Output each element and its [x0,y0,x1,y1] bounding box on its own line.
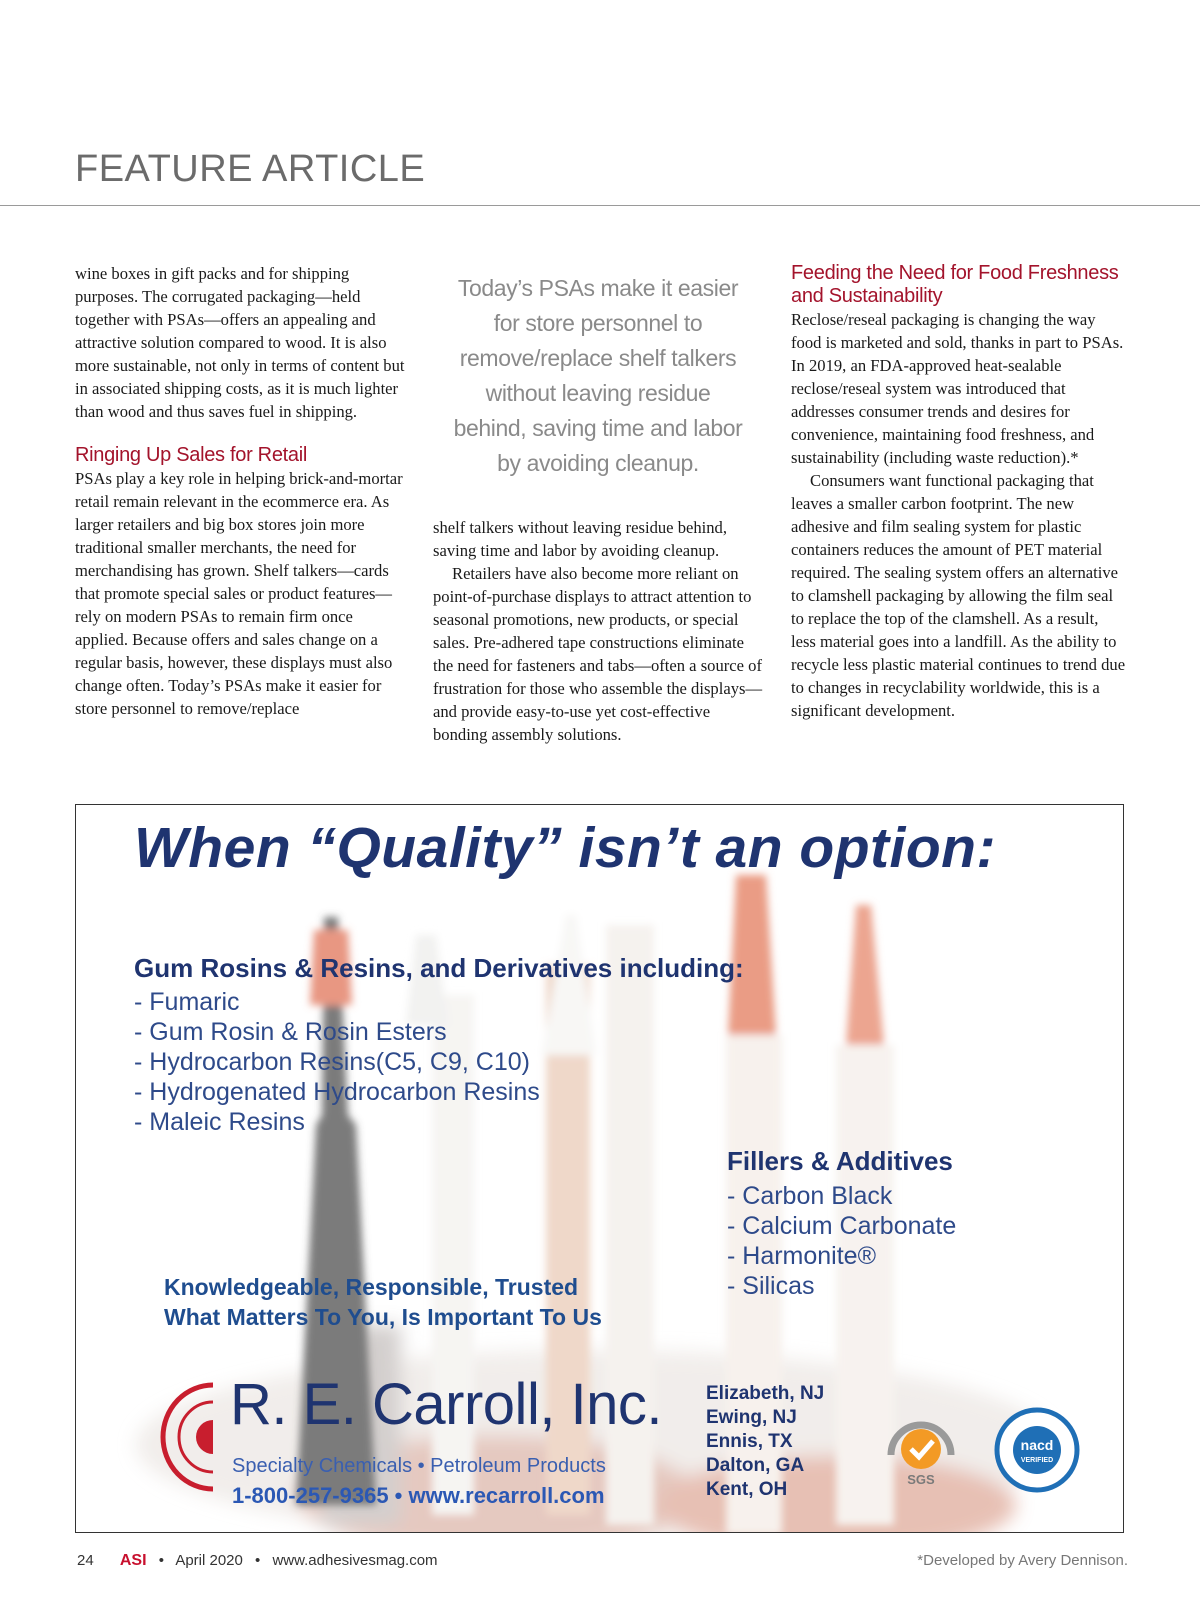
footer-separator-dot: • [255,1552,261,1569]
column-2 [433,516,768,746]
section-header: FEATURE ARTICLE [75,148,426,190]
nacd-label: nacd [1020,1437,1054,1453]
fillers-list [727,1181,956,1301]
col2-paragraph-2: Retailers have also become more reliant on point-of-purchase displays to attract attention to seasonal promotions, new products, or special sales. Pre-adhered tape constructions eliminate the need for fasteners and tabs—often a source of frustration for those who assemble the displays—and provide easy-to-use yet cost-effective bonding assembly solutions. [433,564,763,744]
header-divider [0,205,1200,206]
gum-rosins-list [134,987,540,1137]
list-item: - Silicas [727,1272,815,1300]
footnote: *Developed by Avery Dennison. [917,1552,1128,1569]
col2-paragraph-1: shelf talkers without leaving residue behind, saving time and labor by avoiding cleanup. [433,518,728,560]
page-footer [77,1552,438,1570]
list-item: - Carbon Black [727,1182,893,1210]
footer-brand: ASI [119,1552,147,1569]
tagline-line-1: Knowledgeable, Responsible, Trusted [164,1274,579,1300]
location-item: Elizabeth, NJ [706,1383,825,1404]
col1-paragraph-2: PSAs play a key role in helping brick-and-mortar retail remain relevant in the ecommerce era. As larger retailers and big box stores join more traditional smaller merchants, the need for merchandising has grown. Shelf talkers—cards that promote special sales or product features—rely on modern PSAs to remain firm once applied. Because offers and sales change on a regular basis, however, these displays must also change often. Today’s PSAs make it easier for store personnel to remove/replace [75,469,403,718]
company-contact-link[interactable]: 1-800-257-9365 • www.recarroll.com [232,1483,605,1508]
list-item: - Hydrogenated Hydrocarbon Resins [134,1078,540,1106]
page-number: 24 [77,1552,94,1569]
list-item: - Hydrocarbon Resins(C5, C9, C10) [134,1048,530,1076]
nacd-verified-badge-icon [994,1407,1080,1493]
ad-headline: When “Quality” isn’t an option: [134,816,996,880]
list-item: - Maleic Resins [134,1108,305,1136]
footer-separator-dot: • [158,1552,164,1569]
company-logo-icon [158,1382,218,1492]
company-name: R. E. Carroll, Inc. [230,1372,663,1437]
gum-rosins-title: Gum Rosins & Resins, and Derivatives including: [134,953,744,983]
company-tagline: Specialty Chemicals • Petroleum Products [232,1455,606,1477]
location-item: Ewing, NJ [706,1407,797,1428]
col1-paragraph-1: wine boxes in gift packs and for shipping purposes. The corrugated packaging—held together with PSAs—offers an appealing and attractive solution compared to wood. It is also more sustainable, not only in terms of content but in associated shipping costs, as it is much lighter than wood and thus saves fuel in shipping. [75,264,405,421]
advertisement-re-carroll[interactable] [75,804,1124,1533]
list-item: - Gum Rosin & Rosin Esters [134,1018,447,1046]
col3-paragraph-1: Reclose/reseal packaging is changing the way food is marketed and sold, thanks in part to PSAs. In 2019, an FDA-approved heat-sealable reclose/reseal system was introduced that addresses consumer trends and desires for convenience, maintaining food freshness, and sustainability (including waste reduction).* [791,310,1124,467]
list-item: - Fumaric [134,988,240,1016]
footer-url[interactable]: www.adhesivesmag.com [272,1552,438,1569]
location-item: Ennis, TX [706,1431,793,1452]
list-item: - Calcium Carbonate [727,1212,957,1240]
tagline-line-2: What Matters To You, Is Important To Us [164,1304,602,1330]
list-item: - Harmonite® [727,1242,877,1270]
subhead-food-freshness: Feeding the Need for Food Freshness and Sustainability [791,262,1119,307]
column-1 [75,262,410,720]
column-3 [791,262,1126,722]
pull-quote: Today’s PSAs make it easier for store personnel to remove/replace shelf talkers without leaving residue behind, saving time and labor by avoiding cleanup. [453,275,743,476]
sgs-certification-badge-icon [881,1407,961,1487]
subhead-retail: Ringing Up Sales for Retail [75,444,308,466]
sgs-label: SGS [907,1472,935,1487]
ad-tagline [164,1272,602,1332]
fillers-title: Fillers & Additives [727,1146,953,1176]
location-item: Dalton, GA [706,1455,805,1476]
col3-paragraph-2: Consumers want functional packaging that leaves a smaller carbon footprint. The new adhesive and film sealing system for plastic containers reduces the amount of PET material required. The sealing system offers an alternative to clamshell packaging by allowing the film seal to replace the top of the clamshell. As a result, less material goes into a landfill. As the ability to recycle less plastic material continues to trend due to changes in recyclability worldwide, this is a significant development. [791,471,1126,720]
nacd-verified-label: VERIFIED [1020,1457,1054,1464]
locations-list [706,1382,824,1502]
location-item: Kent, OH [706,1479,788,1500]
footer-date: April 2020 [175,1552,243,1569]
